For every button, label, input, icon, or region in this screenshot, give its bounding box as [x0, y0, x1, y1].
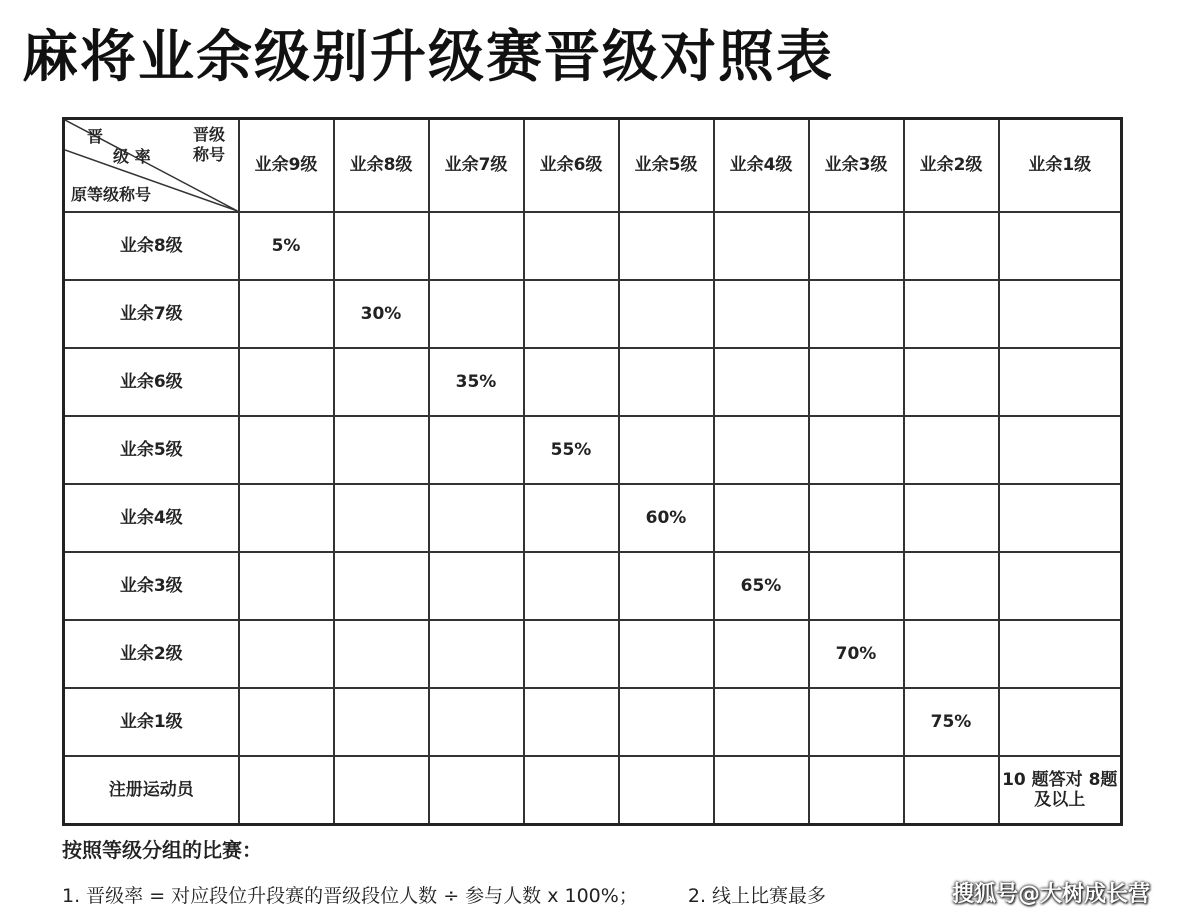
table-row: [64, 756, 1122, 825]
row-header: 业余4级: [64, 484, 239, 552]
table-cell: [999, 348, 1122, 416]
table-cell: 75%: [904, 688, 999, 756]
table-cell: 10 题答对 8题及以上: [999, 756, 1122, 825]
table-cell: [714, 484, 809, 552]
table-cell: [999, 280, 1122, 348]
col-header-2: 业余8级: [334, 119, 429, 213]
table-cell: [714, 416, 809, 484]
table-cell: [809, 280, 904, 348]
col-header-8: 业余2级: [904, 119, 999, 213]
table-cell: [999, 212, 1122, 280]
table-cell: [619, 620, 714, 688]
table-cell: [619, 688, 714, 756]
table-cell: [524, 756, 619, 825]
table-cell: [429, 756, 524, 825]
table-cell: [904, 552, 999, 620]
table-cell: 30%: [334, 280, 429, 348]
table-cell: [714, 756, 809, 825]
table-cell: [904, 620, 999, 688]
table-cell: [429, 416, 524, 484]
row-header: 业余3级: [64, 552, 239, 620]
col-header-5: 业余5级: [619, 119, 714, 213]
row-header: 业余6级: [64, 348, 239, 416]
row-header: 业余8级: [64, 212, 239, 280]
table-cell: [334, 212, 429, 280]
table-cell: [429, 484, 524, 552]
table-cell: [904, 756, 999, 825]
table-cell: [999, 688, 1122, 756]
table-cell: [809, 212, 904, 280]
table-cell: [999, 552, 1122, 620]
table-cell: [334, 688, 429, 756]
table-cell: [809, 416, 904, 484]
table-cell: [239, 620, 334, 688]
col-header-3: 业余7级: [429, 119, 524, 213]
header-row: [64, 119, 1122, 213]
table-cell: [239, 688, 334, 756]
table-cell: [904, 484, 999, 552]
table-cell: 5%: [239, 212, 334, 280]
table-cell: [904, 348, 999, 416]
col-header-6: 业余4级: [714, 119, 809, 213]
table-cell: [334, 552, 429, 620]
table-row: [64, 688, 1122, 756]
table-cell: [239, 348, 334, 416]
table-cell: [619, 348, 714, 416]
table-cell: 35%: [429, 348, 524, 416]
table-cell: [429, 552, 524, 620]
table-cell: [429, 212, 524, 280]
table-cell: [524, 280, 619, 348]
table-row: [64, 416, 1122, 484]
table-row: [64, 484, 1122, 552]
table-row: [64, 280, 1122, 348]
table-cell: [714, 348, 809, 416]
table-cell: [904, 212, 999, 280]
table-cell: [524, 688, 619, 756]
table-cell: 55%: [524, 416, 619, 484]
table-cell: [999, 484, 1122, 552]
col-header-7: 业余3级: [809, 119, 904, 213]
table-cell: [619, 756, 714, 825]
page-title: 麻将业余级别升级赛晋级对照表: [22, 25, 834, 90]
table-row: [64, 620, 1122, 688]
watermark: 搜狐号@大树成长营: [952, 882, 1151, 907]
table-cell: [809, 552, 904, 620]
table-cell: [334, 348, 429, 416]
table-cell: [334, 416, 429, 484]
table-cell: [524, 484, 619, 552]
table-cell: [714, 280, 809, 348]
corner-label-jin: 晋: [87, 127, 104, 146]
table-cell: [619, 280, 714, 348]
table-cell: [619, 212, 714, 280]
table-cell: [714, 620, 809, 688]
table-cell: 65%: [714, 552, 809, 620]
notes-title: 按照等级分组的比赛：: [62, 838, 262, 862]
table-cell: [429, 620, 524, 688]
table-cell: [239, 280, 334, 348]
table-cell: 70%: [809, 620, 904, 688]
table-cell: [239, 484, 334, 552]
table-cell: [524, 212, 619, 280]
corner-label-rate: 级 率: [113, 147, 151, 166]
table-cell: [239, 552, 334, 620]
table-cell: [239, 416, 334, 484]
row-header: 业余7级: [64, 280, 239, 348]
table-cell: [619, 552, 714, 620]
table-cell: [904, 280, 999, 348]
row-header: 业余1级: [64, 688, 239, 756]
corner-label-promo-1: 晋级: [193, 125, 226, 144]
table-cell: [429, 280, 524, 348]
corner-cell: [64, 119, 239, 213]
table-body: [64, 212, 1122, 825]
row-header: 业余5级: [64, 416, 239, 484]
table-cell: [809, 756, 904, 825]
table-cell: [334, 484, 429, 552]
table-cell: [904, 416, 999, 484]
note-item-1: 1. 晋级率 = 对应段位升段赛的晋级段位人数 ÷ 参与人数 x 100%；: [62, 885, 638, 907]
corner-label-original: 原等级称号: [71, 185, 152, 204]
table-row: [64, 348, 1122, 416]
table-row: [64, 552, 1122, 620]
table-cell: [809, 484, 904, 552]
promotion-table: [62, 117, 1123, 826]
table-cell: [334, 620, 429, 688]
table-cell: [809, 688, 904, 756]
table-row: [64, 212, 1122, 280]
corner-label-promo-2: 称号: [193, 145, 226, 164]
col-header-1: 业余9级: [239, 119, 334, 213]
table-cell: [714, 688, 809, 756]
table-cell: [999, 416, 1122, 484]
table-cell: [429, 688, 524, 756]
table-cell: [524, 348, 619, 416]
table-cell: [714, 212, 809, 280]
col-header-4: 业余6级: [524, 119, 619, 213]
row-header: 业余2级: [64, 620, 239, 688]
note-item-2: 2. 线上比赛最多: [687, 885, 827, 907]
table-cell: [524, 620, 619, 688]
col-header-9: 业余1级: [999, 119, 1122, 213]
table-cell: [809, 348, 904, 416]
table-cell: [239, 756, 334, 825]
table-cell: 60%: [619, 484, 714, 552]
table-cell: [334, 756, 429, 825]
table-cell: [619, 416, 714, 484]
table-cell: [524, 552, 619, 620]
row-header: 注册运动员: [64, 756, 239, 825]
table-cell: [999, 620, 1122, 688]
